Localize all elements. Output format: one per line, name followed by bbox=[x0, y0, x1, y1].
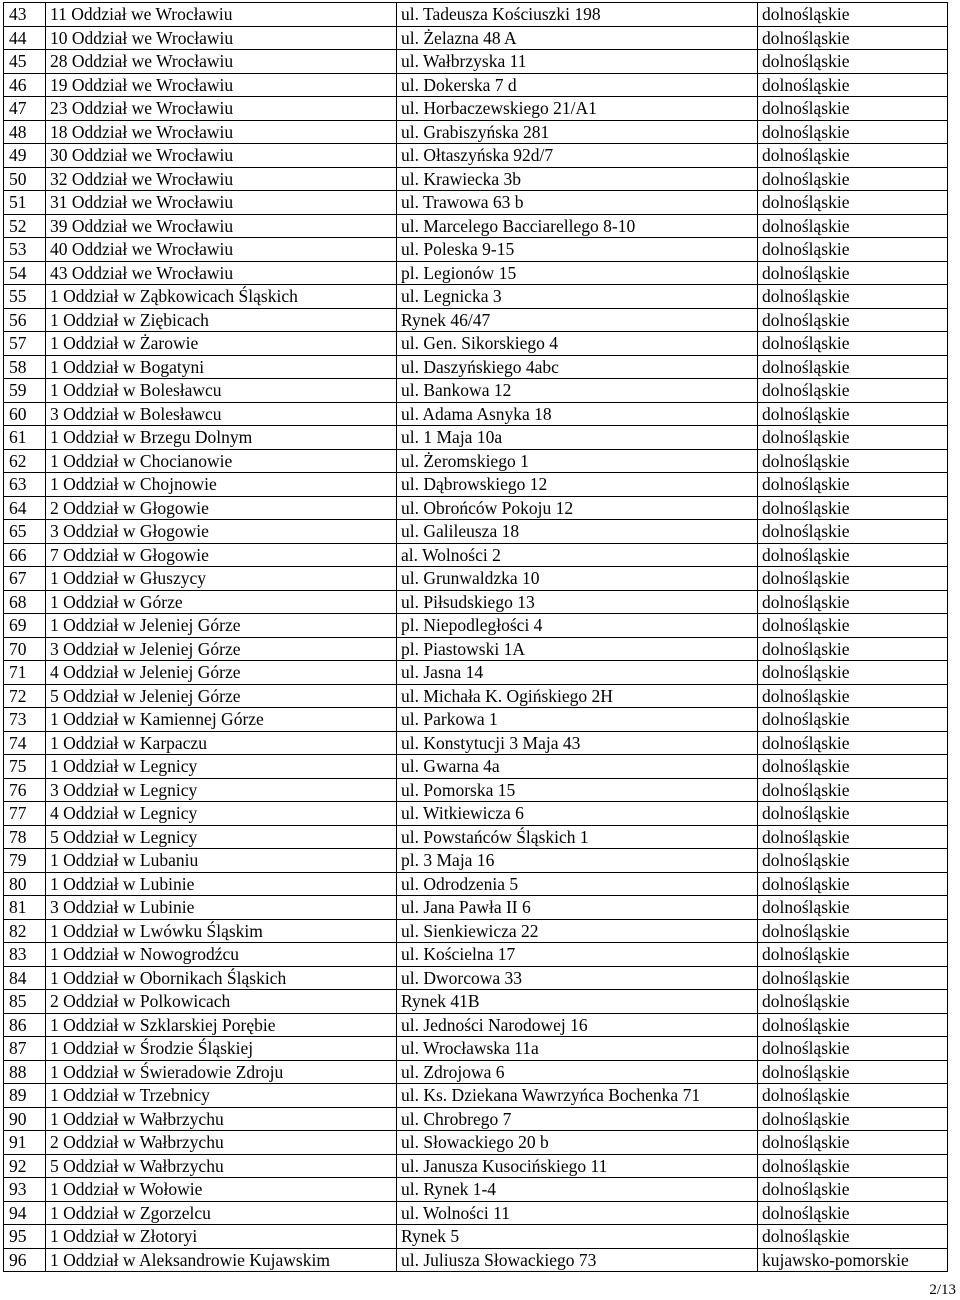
row-number-cell: 87 bbox=[4, 1037, 46, 1061]
table-row bbox=[4, 50, 948, 74]
branch-name-cell: 11 Oddział we Wrocławiu bbox=[46, 3, 397, 27]
voivodeship-cell: dolnośląskie bbox=[758, 97, 948, 121]
voivodeship-cell: dolnośląskie bbox=[758, 731, 948, 755]
voivodeship-cell: dolnośląskie bbox=[758, 543, 948, 567]
row-number-cell: 81 bbox=[4, 896, 46, 920]
branch-name-cell: 32 Oddział we Wrocławiu bbox=[46, 167, 397, 191]
branch-name-cell: 1 Oddział w Jeleniej Górze bbox=[46, 614, 397, 638]
table-row bbox=[4, 802, 948, 826]
voivodeship-cell: dolnośląskie bbox=[758, 73, 948, 97]
voivodeship-cell: dolnośląskie bbox=[758, 637, 948, 661]
table-row bbox=[4, 261, 948, 285]
branch-name-cell: 3 Oddział w Głogowie bbox=[46, 520, 397, 544]
branch-address-cell: ul. Pomorska 15 bbox=[397, 778, 758, 802]
branch-table bbox=[3, 2, 948, 1272]
table-row bbox=[4, 73, 948, 97]
branch-address-cell: Rynek 41B bbox=[397, 990, 758, 1014]
table-row bbox=[4, 520, 948, 544]
branch-address-cell: ul. Gen. Sikorskiego 4 bbox=[397, 332, 758, 356]
table-row bbox=[4, 144, 948, 168]
row-number-cell: 60 bbox=[4, 402, 46, 426]
branch-address-cell: ul. Odrodzenia 5 bbox=[397, 872, 758, 896]
voivodeship-cell: dolnośląskie bbox=[758, 144, 948, 168]
branch-name-cell: 1 Oddział w Brzegu Dolnym bbox=[46, 426, 397, 450]
branch-name-cell: 3 Oddział w Jeleniej Górze bbox=[46, 637, 397, 661]
table-row bbox=[4, 896, 948, 920]
branch-address-cell: ul. Chrobrego 7 bbox=[397, 1107, 758, 1131]
table-row bbox=[4, 3, 948, 27]
row-number-cell: 62 bbox=[4, 449, 46, 473]
row-number-cell: 93 bbox=[4, 1178, 46, 1202]
branch-name-cell: 39 Oddział we Wrocławiu bbox=[46, 214, 397, 238]
table-row bbox=[4, 120, 948, 144]
branch-name-cell: 43 Oddział we Wrocławiu bbox=[46, 261, 397, 285]
voivodeship-cell: dolnośląskie bbox=[758, 896, 948, 920]
voivodeship-cell: dolnośląskie bbox=[758, 1178, 948, 1202]
branch-name-cell: 1 Oddział w Bogatyni bbox=[46, 355, 397, 379]
branch-name-cell: 2 Oddział w Polkowicach bbox=[46, 990, 397, 1014]
voivodeship-cell: dolnośląskie bbox=[758, 943, 948, 967]
voivodeship-cell: kujawsko-pomorskie bbox=[758, 1248, 948, 1272]
table-row bbox=[4, 238, 948, 262]
row-number-cell: 64 bbox=[4, 496, 46, 520]
table-row bbox=[4, 214, 948, 238]
branch-address-cell: ul. Daszyńskiego 4abc bbox=[397, 355, 758, 379]
row-number-cell: 79 bbox=[4, 849, 46, 873]
branch-name-cell: 1 Oddział w Ząbkowicach Śląskich bbox=[46, 285, 397, 309]
branch-name-cell: 10 Oddział we Wrocławiu bbox=[46, 26, 397, 50]
branch-name-cell: 1 Oddział w Wołowie bbox=[46, 1178, 397, 1202]
voivodeship-cell: dolnośląskie bbox=[758, 755, 948, 779]
branch-address-cell: ul. Witkiewicza 6 bbox=[397, 802, 758, 826]
table-row bbox=[4, 990, 948, 1014]
row-number-cell: 58 bbox=[4, 355, 46, 379]
branch-address-cell: ul. Konstytucji 3 Maja 43 bbox=[397, 731, 758, 755]
table-row bbox=[4, 167, 948, 191]
row-number-cell: 74 bbox=[4, 731, 46, 755]
row-number-cell: 76 bbox=[4, 778, 46, 802]
branch-address-cell: ul. Powstańców Śląskich 1 bbox=[397, 825, 758, 849]
table-row bbox=[4, 1248, 948, 1272]
row-number-cell: 95 bbox=[4, 1225, 46, 1249]
table-row bbox=[4, 332, 948, 356]
branch-address-cell: ul. Ks. Dziekana Wawrzyńca Bochenka 71 bbox=[397, 1084, 758, 1108]
branch-address-cell: ul. Jedności Narodowej 16 bbox=[397, 1013, 758, 1037]
branch-name-cell: 1 Oddział w Złotoryi bbox=[46, 1225, 397, 1249]
row-number-cell: 66 bbox=[4, 543, 46, 567]
branch-address-cell: ul. Horbaczewskiego 21/A1 bbox=[397, 97, 758, 121]
branch-address-cell: ul. Zdrojowa 6 bbox=[397, 1060, 758, 1084]
branch-address-cell: ul. Grunwaldzka 10 bbox=[397, 567, 758, 591]
row-number-cell: 53 bbox=[4, 238, 46, 262]
table-row bbox=[4, 637, 948, 661]
voivodeship-cell: dolnośląskie bbox=[758, 379, 948, 403]
row-number-cell: 54 bbox=[4, 261, 46, 285]
row-number-cell: 50 bbox=[4, 167, 46, 191]
voivodeship-cell: dolnośląskie bbox=[758, 825, 948, 849]
row-number-cell: 77 bbox=[4, 802, 46, 826]
table-row bbox=[4, 1037, 948, 1061]
row-number-cell: 67 bbox=[4, 567, 46, 591]
branch-address-cell: ul. Jana Pawła II 6 bbox=[397, 896, 758, 920]
branch-address-cell: ul. Parkowa 1 bbox=[397, 708, 758, 732]
branch-name-cell: 1 Oddział w Lubinie bbox=[46, 872, 397, 896]
table-row bbox=[4, 1201, 948, 1225]
voivodeship-cell: dolnośląskie bbox=[758, 1037, 948, 1061]
table-row bbox=[4, 661, 948, 685]
voivodeship-cell: dolnośląskie bbox=[758, 496, 948, 520]
table-row bbox=[4, 543, 948, 567]
voivodeship-cell: dolnośląskie bbox=[758, 849, 948, 873]
row-number-cell: 73 bbox=[4, 708, 46, 732]
branch-name-cell: 3 Oddział w Bolesławcu bbox=[46, 402, 397, 426]
row-number-cell: 86 bbox=[4, 1013, 46, 1037]
branch-address-cell: ul. Piłsudskiego 13 bbox=[397, 590, 758, 614]
voivodeship-cell: dolnośląskie bbox=[758, 1201, 948, 1225]
branch-address-cell: ul. Galileusza 18 bbox=[397, 520, 758, 544]
branch-name-cell: 2 Oddział w Wałbrzychu bbox=[46, 1131, 397, 1155]
voivodeship-cell: dolnośląskie bbox=[758, 1154, 948, 1178]
branch-address-cell: pl. Niepodległości 4 bbox=[397, 614, 758, 638]
row-number-cell: 56 bbox=[4, 308, 46, 332]
voivodeship-cell: dolnośląskie bbox=[758, 1107, 948, 1131]
branch-name-cell: 1 Oddział w Aleksandrowie Kujawskim bbox=[46, 1248, 397, 1272]
branch-address-cell: ul. Poleska 9-15 bbox=[397, 238, 758, 262]
row-number-cell: 84 bbox=[4, 966, 46, 990]
branch-address-cell: Rynek 46/47 bbox=[397, 308, 758, 332]
branch-address-cell: ul. Obrońców Pokoju 12 bbox=[397, 496, 758, 520]
voivodeship-cell: dolnośląskie bbox=[758, 285, 948, 309]
branch-name-cell: 1 Oddział w Żarowie bbox=[46, 332, 397, 356]
table-row bbox=[4, 614, 948, 638]
table-row bbox=[4, 590, 948, 614]
branch-name-cell: 4 Oddział w Jeleniej Górze bbox=[46, 661, 397, 685]
table-row bbox=[4, 919, 948, 943]
branch-address-cell: ul. Grabiszyńska 281 bbox=[397, 120, 758, 144]
table-row bbox=[4, 308, 948, 332]
branch-name-cell: 19 Oddział we Wrocławiu bbox=[46, 73, 397, 97]
table-row bbox=[4, 1178, 948, 1202]
page-number: 2/13 bbox=[929, 1282, 956, 1298]
voivodeship-cell: dolnośląskie bbox=[758, 120, 948, 144]
row-number-cell: 90 bbox=[4, 1107, 46, 1131]
branch-name-cell: 1 Oddział w Świeradowie Zdroju bbox=[46, 1060, 397, 1084]
row-number-cell: 91 bbox=[4, 1131, 46, 1155]
row-number-cell: 85 bbox=[4, 990, 46, 1014]
branch-name-cell: 5 Oddział w Wałbrzychu bbox=[46, 1154, 397, 1178]
table-row bbox=[4, 426, 948, 450]
row-number-cell: 59 bbox=[4, 379, 46, 403]
voivodeship-cell: dolnośląskie bbox=[758, 567, 948, 591]
voivodeship-cell: dolnośląskie bbox=[758, 966, 948, 990]
voivodeship-cell: dolnośląskie bbox=[758, 332, 948, 356]
branch-address-cell: ul. Adama Asnyka 18 bbox=[397, 402, 758, 426]
voivodeship-cell: dolnośląskie bbox=[758, 614, 948, 638]
branch-name-cell: 18 Oddział we Wrocławiu bbox=[46, 120, 397, 144]
table-row bbox=[4, 191, 948, 215]
branch-address-cell: ul. Wrocławska 11a bbox=[397, 1037, 758, 1061]
branch-address-cell: ul. Trawowa 63 b bbox=[397, 191, 758, 215]
voivodeship-cell: dolnośląskie bbox=[758, 426, 948, 450]
branch-address-cell: pl. Piastowski 1A bbox=[397, 637, 758, 661]
branch-address-cell: pl. Legionów 15 bbox=[397, 261, 758, 285]
branch-name-cell: 1 Oddział w Obornikach Śląskich bbox=[46, 966, 397, 990]
row-number-cell: 49 bbox=[4, 144, 46, 168]
row-number-cell: 46 bbox=[4, 73, 46, 97]
branch-name-cell: 1 Oddział w Ziębicach bbox=[46, 308, 397, 332]
row-number-cell: 96 bbox=[4, 1248, 46, 1272]
voivodeship-cell: dolnośląskie bbox=[758, 402, 948, 426]
row-number-cell: 80 bbox=[4, 872, 46, 896]
row-number-cell: 43 bbox=[4, 3, 46, 27]
row-number-cell: 78 bbox=[4, 825, 46, 849]
row-number-cell: 57 bbox=[4, 332, 46, 356]
branch-name-cell: 40 Oddział we Wrocławiu bbox=[46, 238, 397, 262]
voivodeship-cell: dolnośląskie bbox=[758, 1084, 948, 1108]
branch-name-cell: 28 Oddział we Wrocławiu bbox=[46, 50, 397, 74]
row-number-cell: 72 bbox=[4, 684, 46, 708]
branch-name-cell: 1 Oddział w Szklarskiej Porębie bbox=[46, 1013, 397, 1037]
branch-name-cell: 1 Oddział w Karpaczu bbox=[46, 731, 397, 755]
voivodeship-cell: dolnośląskie bbox=[758, 708, 948, 732]
branch-name-cell: 1 Oddział w Chocianowie bbox=[46, 449, 397, 473]
branch-address-cell: ul. Tadeusza Kościuszki 198 bbox=[397, 3, 758, 27]
row-number-cell: 68 bbox=[4, 590, 46, 614]
voivodeship-cell: dolnośląskie bbox=[758, 50, 948, 74]
branch-address-cell: ul. Juliusza Słowackiego 73 bbox=[397, 1248, 758, 1272]
row-number-cell: 83 bbox=[4, 943, 46, 967]
branch-address-cell: ul. Dworcowa 33 bbox=[397, 966, 758, 990]
row-number-cell: 52 bbox=[4, 214, 46, 238]
branch-address-cell: ul. Żeromskiego 1 bbox=[397, 449, 758, 473]
table-row bbox=[4, 943, 948, 967]
voivodeship-cell: dolnośląskie bbox=[758, 1013, 948, 1037]
voivodeship-cell: dolnośląskie bbox=[758, 990, 948, 1014]
table-row bbox=[4, 285, 948, 309]
branch-name-cell: 1 Oddział w Nowogrodźcu bbox=[46, 943, 397, 967]
branch-name-cell: 4 Oddział w Legnicy bbox=[46, 802, 397, 826]
branch-name-cell: 5 Oddział w Jeleniej Górze bbox=[46, 684, 397, 708]
voivodeship-cell: dolnośląskie bbox=[758, 355, 948, 379]
voivodeship-cell: dolnośląskie bbox=[758, 778, 948, 802]
voivodeship-cell: dolnośląskie bbox=[758, 473, 948, 497]
table-row bbox=[4, 496, 948, 520]
table-row bbox=[4, 684, 948, 708]
branch-table-body bbox=[4, 3, 948, 1272]
voivodeship-cell: dolnośląskie bbox=[758, 520, 948, 544]
branch-name-cell: 1 Oddział w Chojnowie bbox=[46, 473, 397, 497]
voivodeship-cell: dolnośląskie bbox=[758, 661, 948, 685]
branch-name-cell: 1 Oddział w Środzie Śląskiej bbox=[46, 1037, 397, 1061]
table-row bbox=[4, 755, 948, 779]
branch-address-cell: ul. Michała K. Ogińskiego 2H bbox=[397, 684, 758, 708]
branch-address-cell: al. Wolności 2 bbox=[397, 543, 758, 567]
row-number-cell: 51 bbox=[4, 191, 46, 215]
row-number-cell: 55 bbox=[4, 285, 46, 309]
row-number-cell: 88 bbox=[4, 1060, 46, 1084]
branch-address-cell: ul. Sienkiewicza 22 bbox=[397, 919, 758, 943]
branch-address-cell: ul. Wałbrzyska 11 bbox=[397, 50, 758, 74]
branch-name-cell: 3 Oddział w Legnicy bbox=[46, 778, 397, 802]
voivodeship-cell: dolnośląskie bbox=[758, 802, 948, 826]
row-number-cell: 69 bbox=[4, 614, 46, 638]
table-row bbox=[4, 849, 948, 873]
voivodeship-cell: dolnośląskie bbox=[758, 1060, 948, 1084]
table-row bbox=[4, 567, 948, 591]
voivodeship-cell: dolnośląskie bbox=[758, 449, 948, 473]
branch-address-cell: ul. Żelazna 48 A bbox=[397, 26, 758, 50]
table-row bbox=[4, 731, 948, 755]
branch-name-cell: 1 Oddział w Zgorzelcu bbox=[46, 1201, 397, 1225]
table-row bbox=[4, 825, 948, 849]
branch-address-cell: ul. Janusza Kusocińskiego 11 bbox=[397, 1154, 758, 1178]
row-number-cell: 89 bbox=[4, 1084, 46, 1108]
row-number-cell: 47 bbox=[4, 97, 46, 121]
voivodeship-cell: dolnośląskie bbox=[758, 1225, 948, 1249]
branch-name-cell: 1 Oddział w Lubaniu bbox=[46, 849, 397, 873]
voivodeship-cell: dolnośląskie bbox=[758, 167, 948, 191]
branch-address-cell: ul. Krawiecka 3b bbox=[397, 167, 758, 191]
row-number-cell: 63 bbox=[4, 473, 46, 497]
branch-name-cell: 1 Oddział w Wałbrzychu bbox=[46, 1107, 397, 1131]
table-row bbox=[4, 1154, 948, 1178]
branch-name-cell: 23 Oddział we Wrocławiu bbox=[46, 97, 397, 121]
row-number-cell: 48 bbox=[4, 120, 46, 144]
table-row bbox=[4, 355, 948, 379]
branch-address-cell: ul. Gwarna 4a bbox=[397, 755, 758, 779]
row-number-cell: 94 bbox=[4, 1201, 46, 1225]
branch-address-cell: ul. Jasna 14 bbox=[397, 661, 758, 685]
branch-address-cell: ul. Kościelna 17 bbox=[397, 943, 758, 967]
voivodeship-cell: dolnośląskie bbox=[758, 26, 948, 50]
branch-name-cell: 3 Oddział w Lubinie bbox=[46, 896, 397, 920]
branch-address-cell: ul. Bankowa 12 bbox=[397, 379, 758, 403]
table-row bbox=[4, 473, 948, 497]
table-row bbox=[4, 402, 948, 426]
table-row bbox=[4, 379, 948, 403]
row-number-cell: 75 bbox=[4, 755, 46, 779]
table-row bbox=[4, 1013, 948, 1037]
branch-address-cell: ul. Słowackiego 20 b bbox=[397, 1131, 758, 1155]
voivodeship-cell: dolnośląskie bbox=[758, 684, 948, 708]
branch-name-cell: 7 Oddział w Głogowie bbox=[46, 543, 397, 567]
table-row bbox=[4, 1060, 948, 1084]
branch-name-cell: 1 Oddział w Lwówku Śląskim bbox=[46, 919, 397, 943]
row-number-cell: 92 bbox=[4, 1154, 46, 1178]
branch-name-cell: 1 Oddział w Trzebnicy bbox=[46, 1084, 397, 1108]
branch-name-cell: 1 Oddział w Górze bbox=[46, 590, 397, 614]
table-row bbox=[4, 449, 948, 473]
row-number-cell: 70 bbox=[4, 637, 46, 661]
voivodeship-cell: dolnośląskie bbox=[758, 1131, 948, 1155]
branch-address-cell: Rynek 5 bbox=[397, 1225, 758, 1249]
voivodeship-cell: dolnośląskie bbox=[758, 3, 948, 27]
table-row bbox=[4, 1107, 948, 1131]
voivodeship-cell: dolnośląskie bbox=[758, 214, 948, 238]
table-row bbox=[4, 1084, 948, 1108]
row-number-cell: 82 bbox=[4, 919, 46, 943]
branch-address-cell: ul. Ołtaszyńska 92d/7 bbox=[397, 144, 758, 168]
branch-address-cell: ul. Dokerska 7 d bbox=[397, 73, 758, 97]
branch-name-cell: 2 Oddział w Głogowie bbox=[46, 496, 397, 520]
table-row bbox=[4, 778, 948, 802]
voivodeship-cell: dolnośląskie bbox=[758, 238, 948, 262]
row-number-cell: 71 bbox=[4, 661, 46, 685]
branch-address-cell: pl. 3 Maja 16 bbox=[397, 849, 758, 873]
branch-name-cell: 1 Oddział w Kamiennej Górze bbox=[46, 708, 397, 732]
voivodeship-cell: dolnośląskie bbox=[758, 261, 948, 285]
branch-name-cell: 5 Oddział w Legnicy bbox=[46, 825, 397, 849]
table-row bbox=[4, 97, 948, 121]
branch-name-cell: 31 Oddział we Wrocławiu bbox=[46, 191, 397, 215]
table-row bbox=[4, 708, 948, 732]
row-number-cell: 65 bbox=[4, 520, 46, 544]
branch-address-cell: ul. Marcelego Bacciarellego 8-10 bbox=[397, 214, 758, 238]
table-row bbox=[4, 1225, 948, 1249]
branch-address-cell: ul. Wolności 11 bbox=[397, 1201, 758, 1225]
branch-address-cell: ul. Legnicka 3 bbox=[397, 285, 758, 309]
row-number-cell: 44 bbox=[4, 26, 46, 50]
branch-address-cell: ul. 1 Maja 10a bbox=[397, 426, 758, 450]
table-row bbox=[4, 872, 948, 896]
voivodeship-cell: dolnośląskie bbox=[758, 308, 948, 332]
table-row bbox=[4, 26, 948, 50]
branch-name-cell: 30 Oddział we Wrocławiu bbox=[46, 144, 397, 168]
branch-name-cell: 1 Oddział w Legnicy bbox=[46, 755, 397, 779]
branch-address-cell: ul. Dąbrowskiego 12 bbox=[397, 473, 758, 497]
branch-address-cell: ul. Rynek 1-4 bbox=[397, 1178, 758, 1202]
branch-name-cell: 1 Oddział w Głuszycy bbox=[46, 567, 397, 591]
voivodeship-cell: dolnośląskie bbox=[758, 590, 948, 614]
row-number-cell: 45 bbox=[4, 50, 46, 74]
voivodeship-cell: dolnośląskie bbox=[758, 919, 948, 943]
table-row bbox=[4, 966, 948, 990]
voivodeship-cell: dolnośląskie bbox=[758, 872, 948, 896]
voivodeship-cell: dolnośląskie bbox=[758, 191, 948, 215]
branch-name-cell: 1 Oddział w Bolesławcu bbox=[46, 379, 397, 403]
table-row bbox=[4, 1131, 948, 1155]
row-number-cell: 61 bbox=[4, 426, 46, 450]
